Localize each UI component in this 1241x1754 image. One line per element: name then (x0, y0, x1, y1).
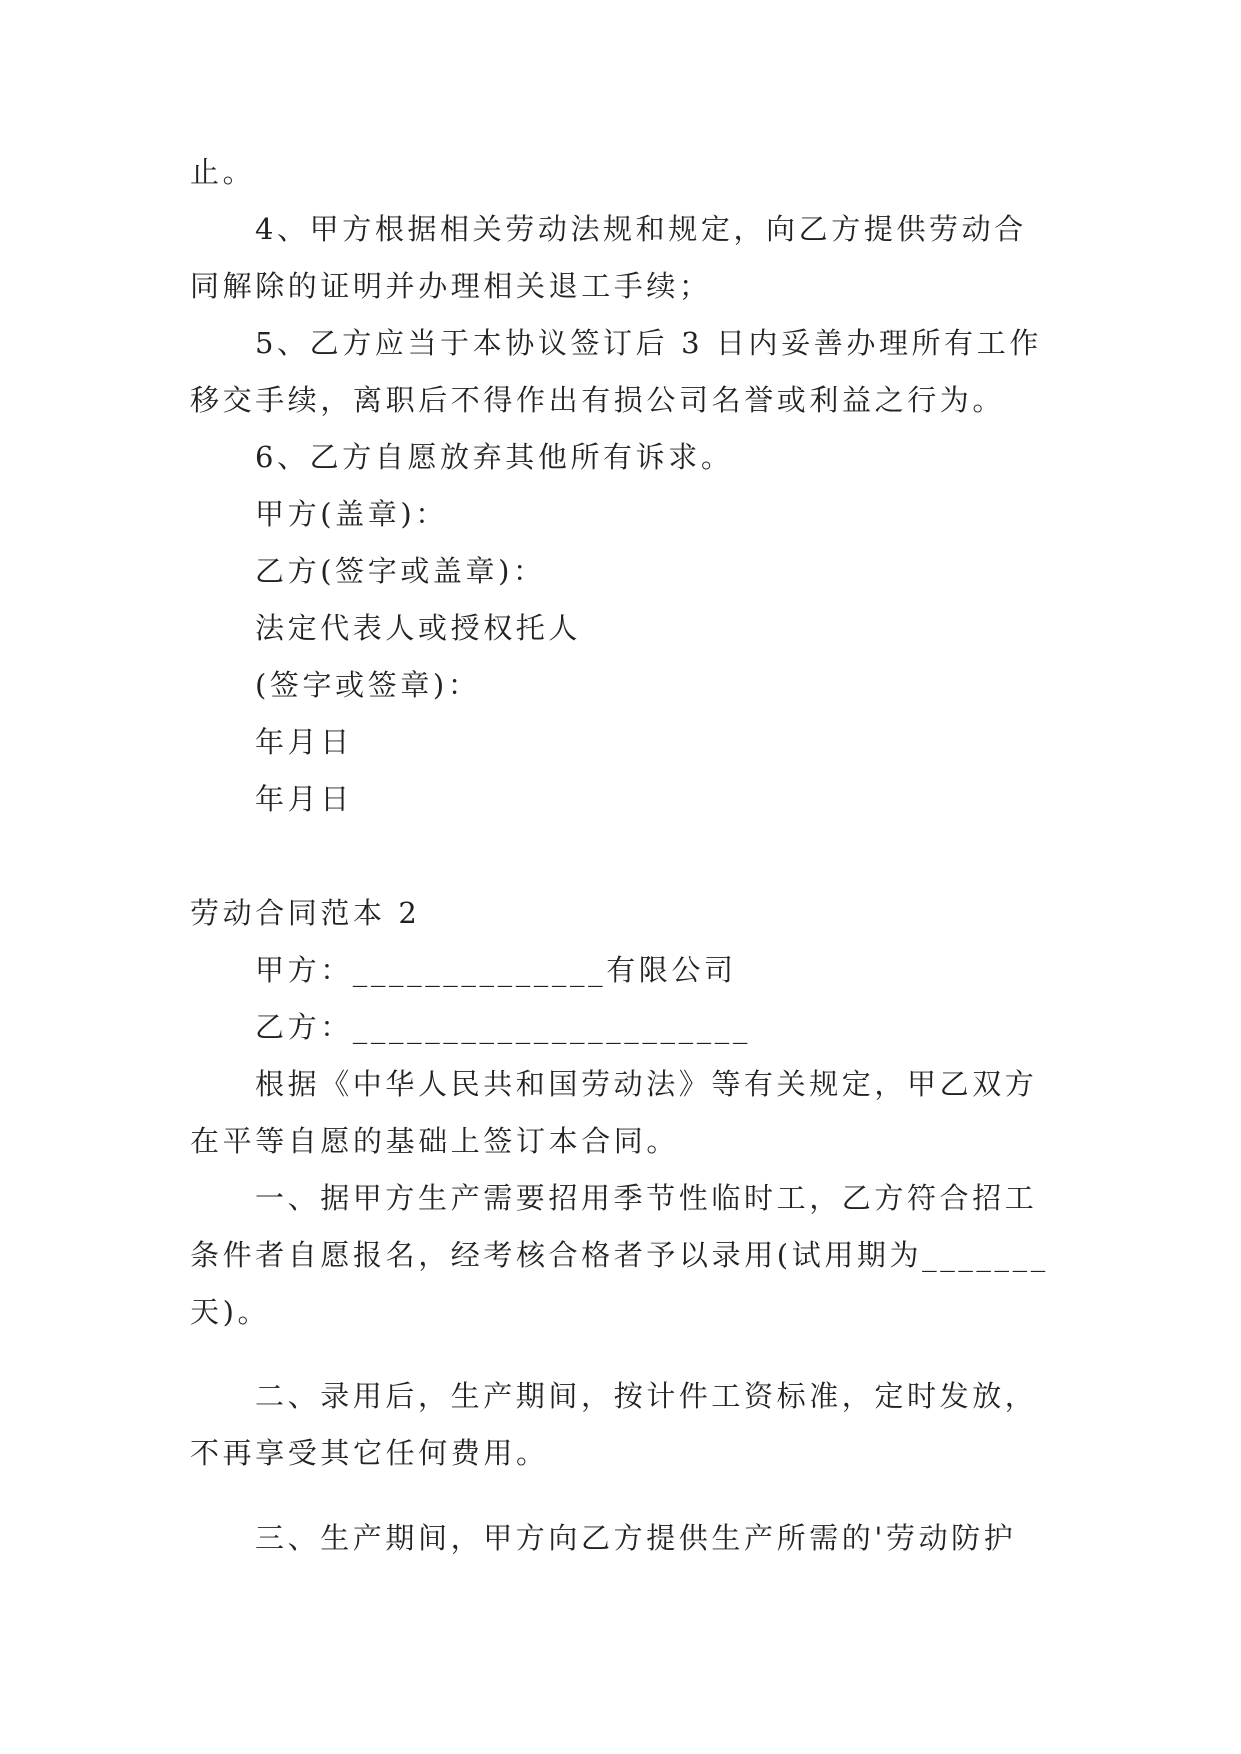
signature-note-line: (签字或签章)： (255, 668, 481, 702)
paragraph-line: 天)。 (190, 1295, 271, 1329)
paragraph-line: 条件者自愿报名，经考核合格者予以录用(试用期为_______ (190, 1238, 1049, 1272)
section-title: 劳动合同范本 2 (190, 896, 421, 930)
paragraph-line: 4、甲方根据相关劳动法规和规定，向乙方提供劳动合 (255, 212, 1027, 246)
paragraph-line: 二、录用后，生产期间，按计件工资标准，定时发放， (255, 1379, 1038, 1413)
paragraph-line: 6、乙方自愿放弃其他所有诉求。 (255, 440, 734, 474)
party-b-field: 乙方：______________________ (255, 1010, 751, 1044)
paragraph-line: 止。 (190, 155, 256, 189)
paragraph-line: 不再享受其它任何费用。 (190, 1436, 549, 1470)
paragraph-line: 三、生产期间，甲方向乙方提供生产所需的'劳动防护 (255, 1521, 1017, 1555)
signature-line-party-b: 乙方(签字或盖章)： (255, 554, 546, 588)
signature-line-party-a: 甲方(盖章)： (255, 497, 448, 531)
date-line: 年月日 (255, 782, 353, 816)
paragraph-line: 在平等自愿的基础上签订本合同。 (190, 1124, 680, 1158)
paragraph-line: 根据《中华人民共和国劳动法》等有关规定，甲乙双方 (255, 1067, 1038, 1101)
party-a-field: 甲方：______________有限公司 (255, 953, 737, 987)
paragraph-line: 同解除的证明并办理相关退工手续； (190, 269, 712, 303)
paragraph-line: 移交手续，离职后不得作出有损公司名誉或利益之行为。 (190, 383, 1006, 417)
paragraph-line: 5、乙方应当于本协议签订后 3 日内妥善办理所有工作 (255, 326, 1042, 360)
paragraph-line: 一、据甲方生产需要招用季节性临时工，乙方符合招工 (255, 1181, 1038, 1215)
legal-representative-line: 法定代表人或授权托人 (255, 611, 582, 645)
date-line: 年月日 (255, 725, 353, 759)
